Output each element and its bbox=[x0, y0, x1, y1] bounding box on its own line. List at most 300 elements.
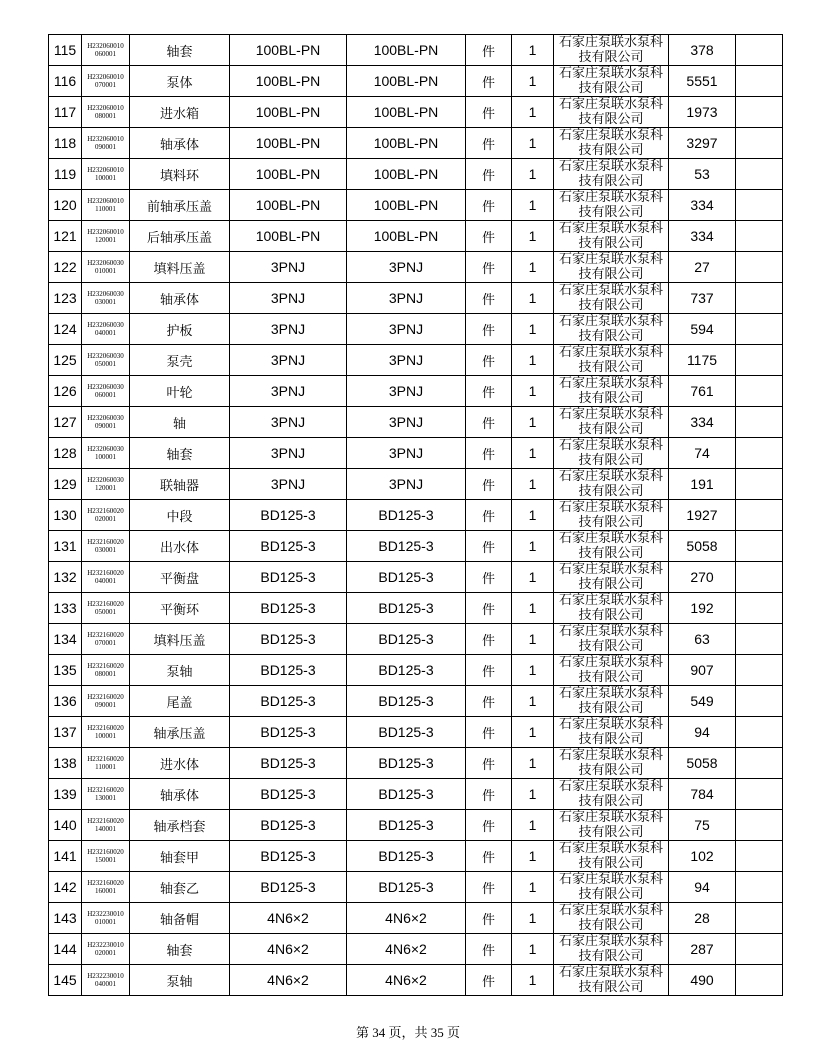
material-code-line: 010001 bbox=[95, 267, 116, 275]
remark-cell bbox=[736, 221, 783, 252]
material-code-line: H232060010 bbox=[87, 135, 124, 143]
quantity-cell: 1 bbox=[512, 531, 554, 562]
price-cell: 5058 bbox=[669, 531, 736, 562]
remark-cell bbox=[736, 35, 783, 66]
unit-cell: 件 bbox=[466, 221, 512, 252]
remark-cell bbox=[736, 469, 783, 500]
material-code-line: 050001 bbox=[95, 608, 116, 616]
price-cell: 5551 bbox=[669, 66, 736, 97]
unit-cell: 件 bbox=[466, 314, 512, 345]
material-code-line: 140001 bbox=[95, 825, 116, 833]
remark-cell bbox=[736, 376, 783, 407]
table-row bbox=[49, 314, 783, 345]
pump-model-cell: BD125-3 bbox=[230, 686, 347, 717]
unit-cell: 件 bbox=[466, 934, 512, 965]
part-name-cell: 轴套乙 bbox=[130, 872, 230, 903]
quantity-cell: 1 bbox=[512, 314, 554, 345]
quantity-cell: 1 bbox=[512, 655, 554, 686]
spec-cell: 100BL-PN bbox=[347, 35, 466, 66]
unit-cell: 件 bbox=[466, 841, 512, 872]
part-name-cell: 泵体 bbox=[130, 66, 230, 97]
material-code-line: 050001 bbox=[95, 360, 116, 368]
pump-model-cell: 4N6×2 bbox=[230, 965, 347, 996]
pump-model-cell: 100BL-PN bbox=[230, 35, 347, 66]
quantity-cell: 1 bbox=[512, 903, 554, 934]
row-number-cell: 131 bbox=[49, 531, 82, 562]
material-code-cell bbox=[82, 624, 130, 655]
price-cell: 191 bbox=[669, 469, 736, 500]
spec-cell: 100BL-PN bbox=[347, 128, 466, 159]
supplier-cell: 石家庄泵联水泵科技有限公司 bbox=[554, 965, 669, 996]
material-code-line: 070001 bbox=[95, 81, 116, 89]
row-number-cell: 116 bbox=[49, 66, 82, 97]
remark-cell bbox=[736, 841, 783, 872]
unit-cell: 件 bbox=[466, 97, 512, 128]
part-name-cell: 轴备帽 bbox=[130, 903, 230, 934]
material-code-line: H232060030 bbox=[87, 414, 124, 422]
remark-cell bbox=[736, 283, 783, 314]
table-row bbox=[49, 345, 783, 376]
material-code-line: H232060030 bbox=[87, 290, 124, 298]
remark-cell bbox=[736, 128, 783, 159]
material-code-cell bbox=[82, 686, 130, 717]
pump-model-cell: 100BL-PN bbox=[230, 190, 347, 221]
pump-model-cell: BD125-3 bbox=[230, 872, 347, 903]
table-row bbox=[49, 190, 783, 221]
material-code-cell bbox=[82, 531, 130, 562]
spec-cell: BD125-3 bbox=[347, 500, 466, 531]
spec-cell: 3PNJ bbox=[347, 283, 466, 314]
spec-cell: BD125-3 bbox=[347, 531, 466, 562]
material-code-line: H232160020 bbox=[87, 569, 124, 577]
part-name-cell: 叶轮 bbox=[130, 376, 230, 407]
material-code-cell bbox=[82, 283, 130, 314]
supplier-cell: 石家庄泵联水泵科技有限公司 bbox=[554, 779, 669, 810]
quantity-cell: 1 bbox=[512, 190, 554, 221]
unit-cell: 件 bbox=[466, 376, 512, 407]
table-row bbox=[49, 35, 783, 66]
unit-cell: 件 bbox=[466, 965, 512, 996]
remark-cell bbox=[736, 159, 783, 190]
row-number-cell: 136 bbox=[49, 686, 82, 717]
unit-cell: 件 bbox=[466, 686, 512, 717]
material-code-line: 030001 bbox=[95, 546, 116, 554]
row-number-cell: 118 bbox=[49, 128, 82, 159]
spec-cell: 3PNJ bbox=[347, 252, 466, 283]
material-code-line: 060001 bbox=[95, 391, 116, 399]
part-name-cell: 轴承档套 bbox=[130, 810, 230, 841]
remark-cell bbox=[736, 345, 783, 376]
spec-cell: 3PNJ bbox=[347, 376, 466, 407]
row-number-cell: 117 bbox=[49, 97, 82, 128]
material-code-line: H232060030 bbox=[87, 352, 124, 360]
material-code-cell bbox=[82, 965, 130, 996]
pump-model-cell: 100BL-PN bbox=[230, 159, 347, 190]
table-row bbox=[49, 500, 783, 531]
material-code-line: 040001 bbox=[95, 577, 116, 585]
supplier-cell: 石家庄泵联水泵科技有限公司 bbox=[554, 717, 669, 748]
price-cell: 3297 bbox=[669, 128, 736, 159]
table-row bbox=[49, 779, 783, 810]
material-code-cell bbox=[82, 872, 130, 903]
table-row bbox=[49, 438, 783, 469]
pump-model-cell: 4N6×2 bbox=[230, 903, 347, 934]
spec-cell: BD125-3 bbox=[347, 779, 466, 810]
part-name-cell: 泵壳 bbox=[130, 345, 230, 376]
quantity-cell: 1 bbox=[512, 376, 554, 407]
material-code-line: H232060010 bbox=[87, 42, 124, 50]
part-name-cell: 填料压盖 bbox=[130, 252, 230, 283]
row-number-cell: 138 bbox=[49, 748, 82, 779]
material-code-line: 020001 bbox=[95, 949, 116, 957]
supplier-cell: 石家庄泵联水泵科技有限公司 bbox=[554, 190, 669, 221]
part-name-cell: 后轴承压盖 bbox=[130, 221, 230, 252]
pump-model-cell: BD125-3 bbox=[230, 531, 347, 562]
remark-cell bbox=[736, 252, 783, 283]
part-name-cell: 轴套 bbox=[130, 934, 230, 965]
supplier-cell: 石家庄泵联水泵科技有限公司 bbox=[554, 345, 669, 376]
quantity-cell: 1 bbox=[512, 717, 554, 748]
spec-cell: BD125-3 bbox=[347, 872, 466, 903]
material-code-line: 020001 bbox=[95, 515, 116, 523]
supplier-cell: 石家庄泵联水泵科技有限公司 bbox=[554, 500, 669, 531]
unit-cell: 件 bbox=[466, 469, 512, 500]
spec-cell: 4N6×2 bbox=[347, 934, 466, 965]
table-row bbox=[49, 655, 783, 686]
supplier-cell: 石家庄泵联水泵科技有限公司 bbox=[554, 686, 669, 717]
row-number-cell: 145 bbox=[49, 965, 82, 996]
part-name-cell: 轴套 bbox=[130, 35, 230, 66]
supplier-cell: 石家庄泵联水泵科技有限公司 bbox=[554, 624, 669, 655]
part-name-cell: 中段 bbox=[130, 500, 230, 531]
page-footer: 第 34 页，共 35 页 bbox=[355, 1025, 460, 1040]
spec-cell: BD125-3 bbox=[347, 717, 466, 748]
price-cell: 549 bbox=[669, 686, 736, 717]
price-cell: 270 bbox=[669, 562, 736, 593]
pump-model-cell: BD125-3 bbox=[230, 562, 347, 593]
pump-model-cell: 100BL-PN bbox=[230, 128, 347, 159]
part-name-cell: 轴承体 bbox=[130, 283, 230, 314]
table-row bbox=[49, 593, 783, 624]
row-number-cell: 134 bbox=[49, 624, 82, 655]
material-code-line: H232160020 bbox=[87, 507, 124, 515]
supplier-cell: 石家庄泵联水泵科技有限公司 bbox=[554, 66, 669, 97]
material-code-line: H232160020 bbox=[87, 817, 124, 825]
pump-model-cell: 3PNJ bbox=[230, 314, 347, 345]
material-code-cell bbox=[82, 376, 130, 407]
table-row bbox=[49, 159, 783, 190]
price-cell: 27 bbox=[669, 252, 736, 283]
pump-model-cell: 3PNJ bbox=[230, 252, 347, 283]
price-cell: 94 bbox=[669, 717, 736, 748]
remark-cell bbox=[736, 779, 783, 810]
price-cell: 761 bbox=[669, 376, 736, 407]
material-code-line: H232160020 bbox=[87, 724, 124, 732]
table-row bbox=[49, 469, 783, 500]
pump-model-cell: BD125-3 bbox=[230, 841, 347, 872]
remark-cell bbox=[736, 655, 783, 686]
material-code-cell bbox=[82, 407, 130, 438]
spec-cell: BD125-3 bbox=[347, 841, 466, 872]
supplier-cell: 石家庄泵联水泵科技有限公司 bbox=[554, 655, 669, 686]
row-number-cell: 132 bbox=[49, 562, 82, 593]
quantity-cell: 1 bbox=[512, 810, 554, 841]
unit-cell: 件 bbox=[466, 500, 512, 531]
table-row bbox=[49, 531, 783, 562]
part-name-cell: 出水体 bbox=[130, 531, 230, 562]
supplier-cell: 石家庄泵联水泵科技有限公司 bbox=[554, 314, 669, 345]
material-code-line: 030001 bbox=[95, 298, 116, 306]
supplier-cell: 石家庄泵联水泵科技有限公司 bbox=[554, 438, 669, 469]
table-row bbox=[49, 841, 783, 872]
quantity-cell: 1 bbox=[512, 469, 554, 500]
pump-model-cell: BD125-3 bbox=[230, 810, 347, 841]
supplier-cell: 石家庄泵联水泵科技有限公司 bbox=[554, 469, 669, 500]
material-code-line: H232060030 bbox=[87, 259, 124, 267]
pump-model-cell: 4N6×2 bbox=[230, 934, 347, 965]
pump-model-cell: BD125-3 bbox=[230, 500, 347, 531]
part-name-cell: 进水箱 bbox=[130, 97, 230, 128]
remark-cell bbox=[736, 872, 783, 903]
part-name-cell: 进水体 bbox=[130, 748, 230, 779]
pump-model-cell: 3PNJ bbox=[230, 376, 347, 407]
price-cell: 378 bbox=[669, 35, 736, 66]
spec-cell: BD125-3 bbox=[347, 593, 466, 624]
part-name-cell: 泵轴 bbox=[130, 655, 230, 686]
supplier-cell: 石家庄泵联水泵科技有限公司 bbox=[554, 872, 669, 903]
table-row bbox=[49, 810, 783, 841]
material-code-cell bbox=[82, 934, 130, 965]
part-name-cell: 前轴承压盖 bbox=[130, 190, 230, 221]
price-cell: 75 bbox=[669, 810, 736, 841]
pump-model-cell: 3PNJ bbox=[230, 345, 347, 376]
supplier-cell: 石家庄泵联水泵科技有限公司 bbox=[554, 35, 669, 66]
table-row bbox=[49, 562, 783, 593]
material-code-line: 100001 bbox=[95, 732, 116, 740]
price-cell: 53 bbox=[669, 159, 736, 190]
quantity-cell: 1 bbox=[512, 407, 554, 438]
unit-cell: 件 bbox=[466, 717, 512, 748]
material-code-line: 010001 bbox=[95, 918, 116, 926]
row-number-cell: 125 bbox=[49, 345, 82, 376]
material-code-cell bbox=[82, 500, 130, 531]
table-row bbox=[49, 965, 783, 996]
row-number-cell: 133 bbox=[49, 593, 82, 624]
unit-cell: 件 bbox=[466, 562, 512, 593]
material-code-cell bbox=[82, 438, 130, 469]
row-number-cell: 123 bbox=[49, 283, 82, 314]
row-number-cell: 127 bbox=[49, 407, 82, 438]
table-row bbox=[49, 407, 783, 438]
part-name-cell: 填料环 bbox=[130, 159, 230, 190]
pump-model-cell: BD125-3 bbox=[230, 593, 347, 624]
spec-cell: 100BL-PN bbox=[347, 97, 466, 128]
table-row bbox=[49, 686, 783, 717]
supplier-cell: 石家庄泵联水泵科技有限公司 bbox=[554, 221, 669, 252]
unit-cell: 件 bbox=[466, 624, 512, 655]
price-cell: 5058 bbox=[669, 748, 736, 779]
price-cell: 334 bbox=[669, 190, 736, 221]
part-name-cell: 尾盖 bbox=[130, 686, 230, 717]
price-cell: 334 bbox=[669, 221, 736, 252]
pump-model-cell: 100BL-PN bbox=[230, 66, 347, 97]
material-code-cell bbox=[82, 469, 130, 500]
material-code-line: H232060010 bbox=[87, 166, 124, 174]
supplier-cell: 石家庄泵联水泵科技有限公司 bbox=[554, 252, 669, 283]
material-code-line: 080001 bbox=[95, 670, 116, 678]
remark-cell bbox=[736, 965, 783, 996]
spec-cell: BD125-3 bbox=[347, 655, 466, 686]
material-code-cell bbox=[82, 593, 130, 624]
unit-cell: 件 bbox=[466, 779, 512, 810]
remark-cell bbox=[736, 314, 783, 345]
pump-model-cell: 100BL-PN bbox=[230, 97, 347, 128]
table-row bbox=[49, 903, 783, 934]
material-code-line: H232060030 bbox=[87, 321, 124, 329]
row-number-cell: 140 bbox=[49, 810, 82, 841]
row-number-cell: 115 bbox=[49, 35, 82, 66]
spec-cell: BD125-3 bbox=[347, 686, 466, 717]
spec-cell: 3PNJ bbox=[347, 469, 466, 500]
supplier-cell: 石家庄泵联水泵科技有限公司 bbox=[554, 810, 669, 841]
quantity-cell: 1 bbox=[512, 159, 554, 190]
remark-cell bbox=[736, 624, 783, 655]
pump-model-cell: BD125-3 bbox=[230, 655, 347, 686]
quantity-cell: 1 bbox=[512, 35, 554, 66]
material-code-line: 150001 bbox=[95, 856, 116, 864]
spec-cell: 3PNJ bbox=[347, 345, 466, 376]
pump-model-cell: BD125-3 bbox=[230, 748, 347, 779]
material-code-line: 090001 bbox=[95, 143, 116, 151]
unit-cell: 件 bbox=[466, 128, 512, 159]
material-code-line: 160001 bbox=[95, 887, 116, 895]
spec-cell: BD125-3 bbox=[347, 810, 466, 841]
supplier-cell: 石家庄泵联水泵科技有限公司 bbox=[554, 97, 669, 128]
material-code-line: 100001 bbox=[95, 453, 116, 461]
pump-model-cell: 3PNJ bbox=[230, 283, 347, 314]
row-number-cell: 130 bbox=[49, 500, 82, 531]
material-code-line: H232060010 bbox=[87, 104, 124, 112]
table-row bbox=[49, 97, 783, 128]
table-row bbox=[49, 66, 783, 97]
remark-cell bbox=[736, 190, 783, 221]
material-code-line: H232060030 bbox=[87, 383, 124, 391]
material-code-line: H232060030 bbox=[87, 445, 124, 453]
material-code-cell bbox=[82, 717, 130, 748]
row-number-cell: 126 bbox=[49, 376, 82, 407]
remark-cell bbox=[736, 593, 783, 624]
remark-cell bbox=[736, 717, 783, 748]
unit-cell: 件 bbox=[466, 593, 512, 624]
price-cell: 1175 bbox=[669, 345, 736, 376]
material-code-cell bbox=[82, 903, 130, 934]
supplier-cell: 石家庄泵联水泵科技有限公司 bbox=[554, 903, 669, 934]
supplier-cell: 石家庄泵联水泵科技有限公司 bbox=[554, 562, 669, 593]
supplier-cell: 石家庄泵联水泵科技有限公司 bbox=[554, 934, 669, 965]
material-code-cell bbox=[82, 345, 130, 376]
parts-price-table bbox=[48, 34, 783, 996]
table-row bbox=[49, 376, 783, 407]
unit-cell: 件 bbox=[466, 66, 512, 97]
part-name-cell: 轴承体 bbox=[130, 128, 230, 159]
material-code-cell bbox=[82, 748, 130, 779]
remark-cell bbox=[736, 903, 783, 934]
part-name-cell: 轴承压盖 bbox=[130, 717, 230, 748]
unit-cell: 件 bbox=[466, 872, 512, 903]
supplier-cell: 石家庄泵联水泵科技有限公司 bbox=[554, 407, 669, 438]
unit-cell: 件 bbox=[466, 903, 512, 934]
pump-model-cell: BD125-3 bbox=[230, 779, 347, 810]
material-code-cell bbox=[82, 221, 130, 252]
remark-cell bbox=[736, 686, 783, 717]
quantity-cell: 1 bbox=[512, 252, 554, 283]
table-row bbox=[49, 283, 783, 314]
price-cell: 94 bbox=[669, 872, 736, 903]
row-number-cell: 139 bbox=[49, 779, 82, 810]
table-row bbox=[49, 624, 783, 655]
row-number-cell: 119 bbox=[49, 159, 82, 190]
material-code-line: H232160020 bbox=[87, 786, 124, 794]
quantity-cell: 1 bbox=[512, 66, 554, 97]
pump-model-cell: 3PNJ bbox=[230, 469, 347, 500]
material-code-line: 060001 bbox=[95, 50, 116, 58]
row-number-cell: 137 bbox=[49, 717, 82, 748]
quantity-cell: 1 bbox=[512, 500, 554, 531]
spec-cell: BD125-3 bbox=[347, 562, 466, 593]
part-name-cell: 填料压盖 bbox=[130, 624, 230, 655]
unit-cell: 件 bbox=[466, 35, 512, 66]
unit-cell: 件 bbox=[466, 531, 512, 562]
material-code-cell bbox=[82, 779, 130, 810]
row-number-cell: 143 bbox=[49, 903, 82, 934]
remark-cell bbox=[736, 748, 783, 779]
quantity-cell: 1 bbox=[512, 965, 554, 996]
material-code-line: H232230010 bbox=[87, 910, 124, 918]
quantity-cell: 1 bbox=[512, 872, 554, 903]
remark-cell bbox=[736, 500, 783, 531]
quantity-cell: 1 bbox=[512, 221, 554, 252]
row-number-cell: 120 bbox=[49, 190, 82, 221]
material-code-cell bbox=[82, 35, 130, 66]
unit-cell: 件 bbox=[466, 283, 512, 314]
quantity-cell: 1 bbox=[512, 748, 554, 779]
part-name-cell: 泵轴 bbox=[130, 965, 230, 996]
table-body bbox=[49, 35, 783, 996]
material-code-line: H232160020 bbox=[87, 662, 124, 670]
part-name-cell: 平衡盘 bbox=[130, 562, 230, 593]
part-name-cell: 联轴器 bbox=[130, 469, 230, 500]
supplier-cell: 石家庄泵联水泵科技有限公司 bbox=[554, 593, 669, 624]
material-code-cell bbox=[82, 190, 130, 221]
spec-cell: 3PNJ bbox=[347, 407, 466, 438]
remark-cell bbox=[736, 438, 783, 469]
unit-cell: 件 bbox=[466, 252, 512, 283]
price-cell: 737 bbox=[669, 283, 736, 314]
unit-cell: 件 bbox=[466, 190, 512, 221]
pump-model-cell: 3PNJ bbox=[230, 407, 347, 438]
price-cell: 74 bbox=[669, 438, 736, 469]
unit-cell: 件 bbox=[466, 345, 512, 376]
part-name-cell: 轴承体 bbox=[130, 779, 230, 810]
table-row bbox=[49, 748, 783, 779]
unit-cell: 件 bbox=[466, 159, 512, 190]
material-code-line: 070001 bbox=[95, 639, 116, 647]
spec-cell: 100BL-PN bbox=[347, 66, 466, 97]
remark-cell bbox=[736, 407, 783, 438]
pump-model-cell: 100BL-PN bbox=[230, 221, 347, 252]
table-row bbox=[49, 252, 783, 283]
supplier-cell: 石家庄泵联水泵科技有限公司 bbox=[554, 841, 669, 872]
